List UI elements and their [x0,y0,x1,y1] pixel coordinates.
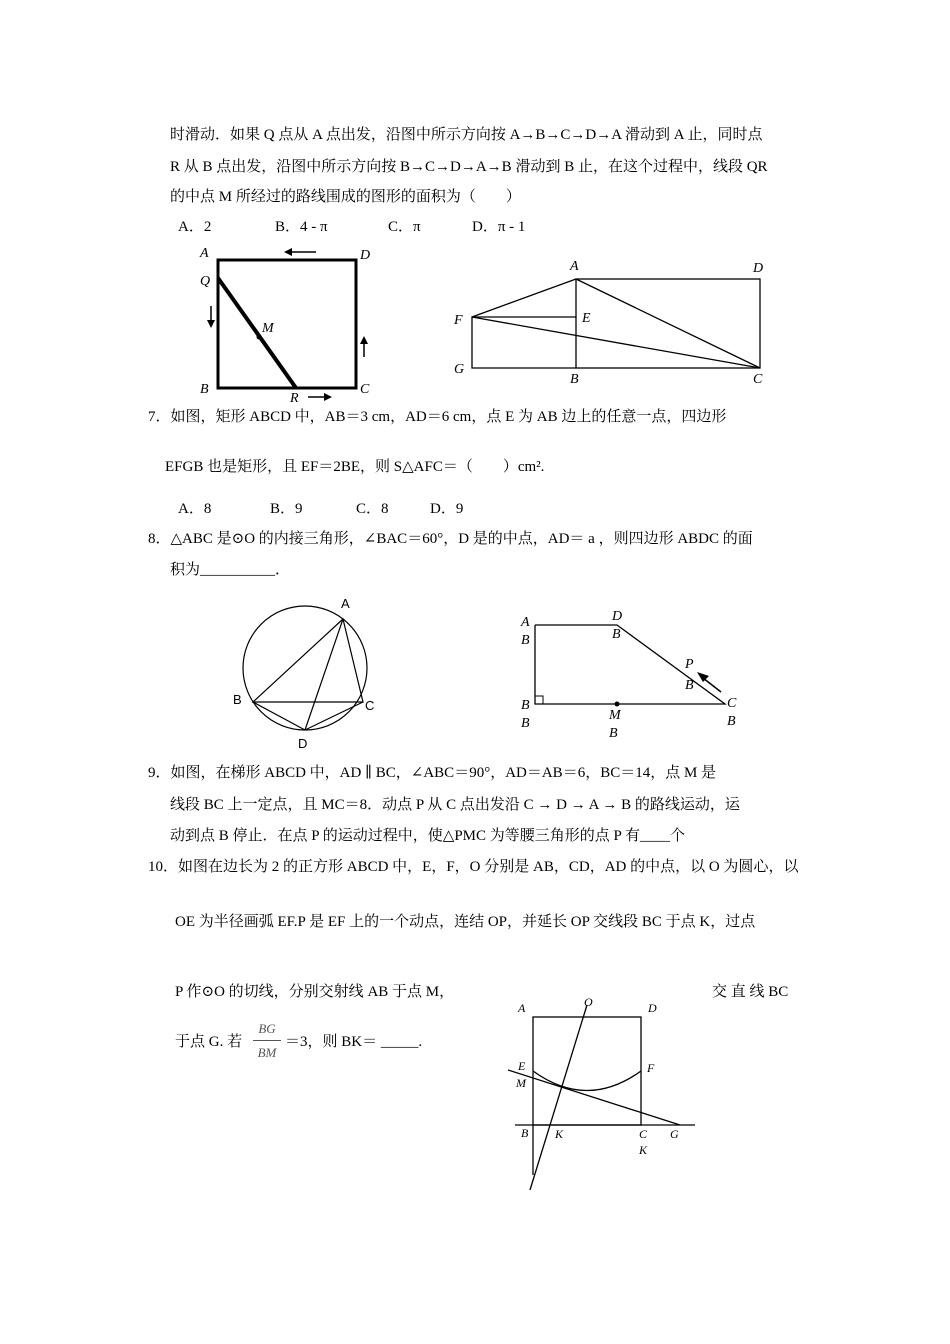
label-m: M [609,708,621,723]
label-c: C [727,696,737,711]
p6-line2: R 从 B 点出发，沿图中所示方向按 B→C→D→A→B 滑动到 B 止，在这个过程中，线段 QR [170,159,768,175]
label-c: C [365,698,375,713]
label-d-sub: B [612,627,621,642]
label-d: D [360,248,371,263]
segment-qr [218,278,296,388]
p6-line3: 的中点 M 所经过的路线围成的图形的面积为（ ） [170,189,521,205]
trapezoid-abcd [535,625,725,704]
label-d: D [753,261,764,276]
label-d: D [648,1001,657,1015]
p8-line1: 8．△ABC 是⊙O 的内接三角形，∠BAC＝60°，D 是的中点，AD＝ a ，则四边形 ABDC 的面 [148,531,753,547]
p7-line2: EFGB 也是矩形，且 EF＝2BE，则 S△AFC＝（ ）cm². [165,459,545,475]
p8-line2: 积为__________． [170,562,291,578]
p10-line3a: P 作⊙O 的切线，分别交射线 AB 于点 M， [175,984,455,1000]
circle-figure [225,592,395,752]
p7-choice-c: C．8 [356,501,389,517]
p10-line4b: ＝3，则 BK＝ _____. [285,1034,423,1050]
p10-line3b: 交 直 线 BC [712,984,789,1000]
label-o: O [584,995,593,1009]
point-m [615,702,620,707]
label-c: C [360,382,370,397]
label-a-sub: B [521,633,530,648]
p9-line2: 线段 BC 上一定点，且 MC＝8．动点 P 从 C 点出发沿 C → D → A → B 的路线运动，运 [170,797,740,813]
label-c: C [639,1127,648,1141]
label-f: F [454,313,463,328]
square-abcd [533,1017,641,1125]
p10-line2: OE 为半径画弧 EF.P 是 EF 上的一个动点，连结 OP，并延长 OP 交线段 BC 于点 K，过点 [175,914,756,930]
p6-choice-a: A．2 [178,219,212,235]
label-g: G [454,362,465,377]
arrow-bottom-head [324,393,332,401]
p7-line1: 7．如图，矩形 ABCD 中，AB＝3 cm，AD＝6 cm，点 E 为 AB 边上的任意一点，四边形 [148,409,727,425]
rectangle-figure [450,255,780,395]
tangent-line [508,1070,680,1125]
frac-bar [253,1040,281,1041]
p7-choice-b: B．9 [270,501,303,517]
label-m: M [262,321,274,336]
p7-choice-a: A．8 [178,501,212,517]
label-a: A [570,259,579,274]
segment-fc [472,317,760,368]
right-angle-mark [535,696,543,704]
label-b: B [521,698,530,713]
frac-numerator: BG [258,1021,276,1036]
p6-choice-d: D．π - 1 [472,219,526,235]
label-c: C [753,372,763,387]
label-a: A [518,1001,526,1015]
segment-fa [472,279,576,317]
p6-choice-b: B．4 - π [275,219,328,235]
p9-line3: 动到点 B 停止．在点 P 的运动过程中，使△PMC 为等腰三角形的点 P 有____个 [170,828,686,844]
label-a: A [200,246,209,261]
segment-ad [305,619,343,730]
label-a: A [341,596,350,611]
label-b: B [200,382,209,397]
label-b: B [233,692,242,707]
label-b-sub: B [521,716,530,731]
label-c-k: K [639,1143,648,1157]
label-e: E [582,311,591,326]
label-m-sub: B [609,726,618,741]
frac-denominator: BM [257,1045,277,1060]
label-g: G [670,1127,679,1141]
label-p: P [685,657,694,672]
arrow-left-head [207,320,215,328]
square-arc-figure [500,990,710,1200]
arrow-top-head [284,248,292,256]
p10-line4a: 于点 G. 若 [175,1034,243,1050]
triangle-abc [253,619,363,702]
square-outline [218,260,356,388]
p9-line1: 9．如图，在梯形 ABCD 中，AD ∥ BC，∠ABC＝90°，AD＝AB＝6，BC＝14，点 M 是 [148,765,717,781]
circle-o [243,606,367,730]
rect-efgb [472,317,576,368]
p10-line1: 10．如图在边长为 2 的正方形 ABCD 中，E，F，O 分别是 AB，CD，AD 的中点，以 O 为圆心，以 [148,859,799,875]
label-r: R [290,391,299,406]
p6-choice-c: C．π [388,219,421,235]
label-d: D [298,736,308,751]
label-b: B [521,1126,529,1140]
arrow-right-head [360,336,368,344]
trapezoid-figure [505,600,765,745]
segment-bd [253,702,305,730]
label-p-sub: B [685,678,694,693]
label-m: M [516,1076,526,1090]
label-c-sub: B [727,714,736,729]
arc-ef [533,1071,641,1091]
label-a: A [521,615,530,630]
p6-line1: 时滑动．如果 Q 点从 A 点出发，沿图中所示方向按 A→B→C→D→A 滑动到 A 止，同时点 [170,127,763,143]
label-b: B [570,372,579,387]
midpoint-m [257,335,262,340]
label-f: F [647,1061,655,1075]
p7-choice-d: D．9 [430,501,464,517]
segment-ac [576,279,760,368]
label-k: K [555,1127,564,1141]
line-op [530,1005,587,1190]
label-e: E [518,1059,526,1073]
label-q: Q [200,274,211,289]
square-figure [190,240,390,410]
label-d: D [612,609,623,624]
